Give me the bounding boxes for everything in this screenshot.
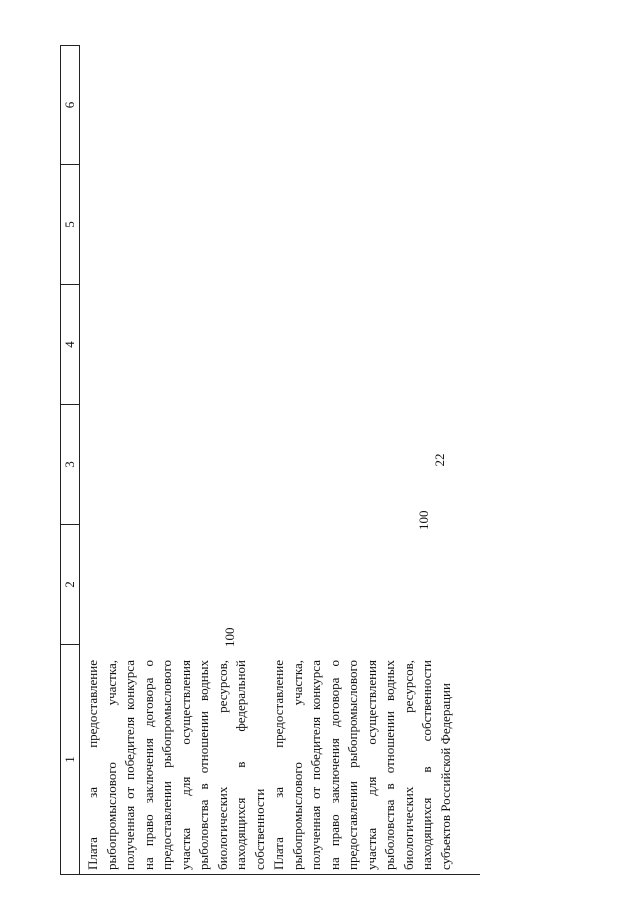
table-border-left (78, 874, 480, 875)
table-header-cell: 3 (61, 405, 79, 525)
data-table (60, 45, 480, 875)
table-header-cell: 1 (61, 645, 79, 875)
table-header-cell: 6 (61, 45, 79, 165)
table-header-cell: 2 (61, 525, 79, 645)
table-row-description: Плата за предоставление рыбопромыслового участка, полученная от победителя конкурса на право заключения договора о предоставлении рыбопромыслового участка для осуществления рыболовства в отношении водных биологических ресурсов, находящихся в собственности субъектов Российской Федерации (271, 660, 453, 870)
table-row-value: 100 (416, 510, 431, 530)
table-row-description: Плата за предоставление рыбопромыслового участка, полученная от победителя конкурса на право заключения договора о предоставлении рыбопромыслового участка для осуществления рыболовства в отношении водных биологических ресурсов, находящихся в федеральной собственности (85, 660, 267, 870)
table-row-value: 100 (222, 627, 237, 647)
table-header-cell: 4 (61, 285, 79, 405)
table-header-cell: 5 (61, 165, 79, 285)
table-header-row (60, 45, 80, 875)
page-number: 22 (432, 453, 447, 467)
